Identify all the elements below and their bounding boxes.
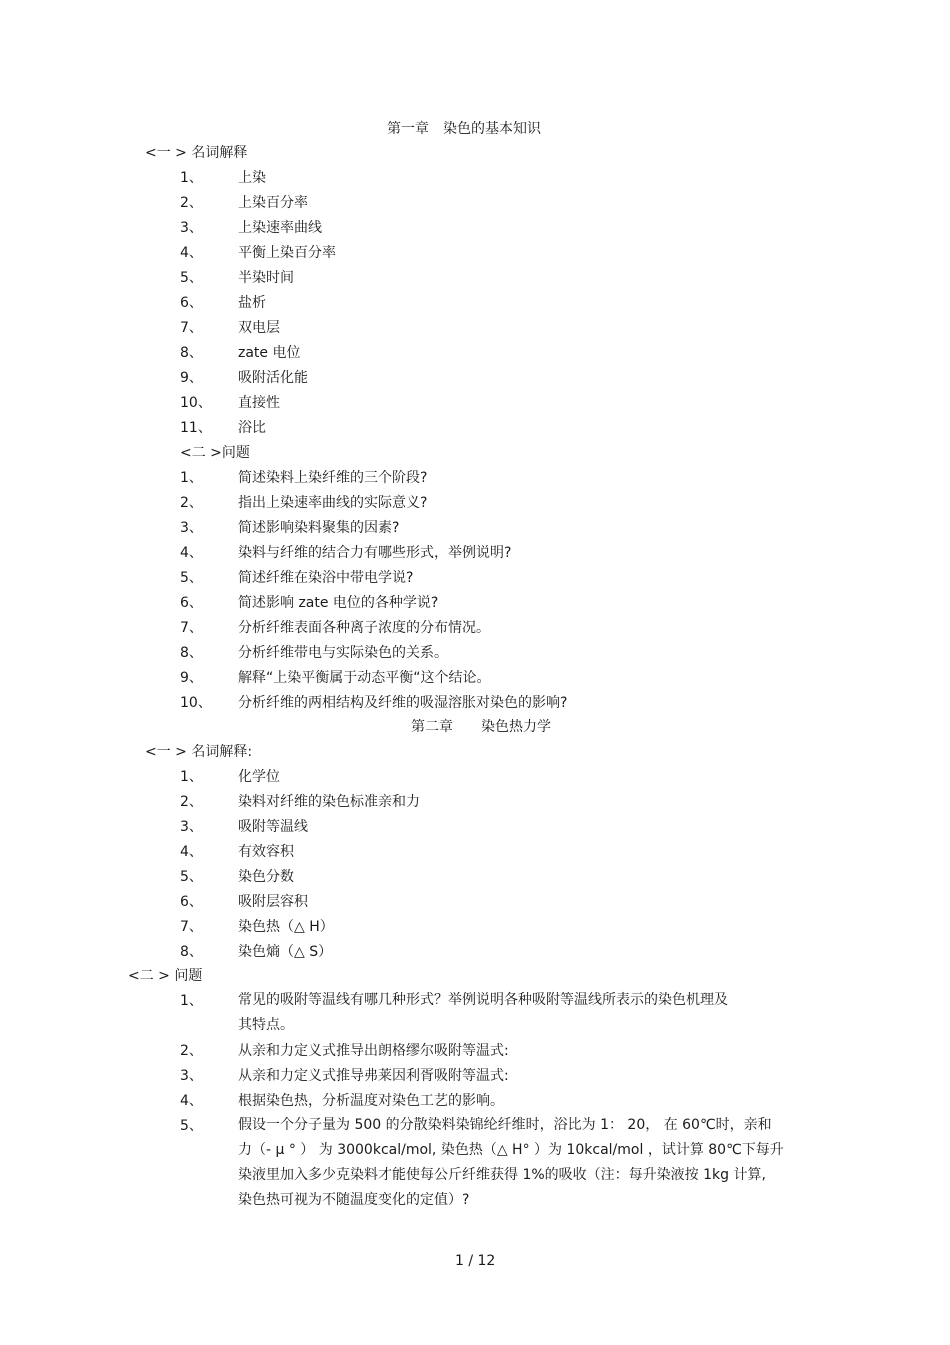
section-heading-terms: <一 > 名词解释 bbox=[145, 145, 248, 161]
term-item: 染料对纤维的染色标准亲和力 bbox=[238, 794, 420, 810]
item-number: 2、 bbox=[180, 495, 203, 511]
term-item: 上染速率曲线 bbox=[238, 220, 322, 236]
question-line: 其特点。 bbox=[238, 1017, 294, 1033]
question-item: 简述纤维在染浴中带电学说? bbox=[238, 570, 414, 586]
question-item: 分析纤维的两相结构及纤维的吸湿溶胀对染色的影响? bbox=[238, 695, 568, 711]
question-item: 染料与纤维的结合力有哪些形式，举例说明? bbox=[238, 545, 512, 561]
term-item: 吸附等温线 bbox=[238, 819, 308, 835]
question-item: 指出上染速率曲线的实际意义? bbox=[238, 495, 428, 511]
term-item: 半染时间 bbox=[238, 270, 294, 286]
question-item: 分析纤维带电与实际染色的关系。 bbox=[238, 645, 448, 661]
item-number: 5、 bbox=[180, 869, 203, 885]
item-number: 5、 bbox=[180, 1118, 203, 1134]
item-number: 9、 bbox=[180, 670, 203, 686]
term-item: 直接性 bbox=[238, 395, 280, 411]
item-number: 1、 bbox=[180, 769, 203, 785]
chapter-1-title: 第一章 染色的基本知识 bbox=[387, 121, 541, 137]
question-line: 力（- μ ° ） 为 3000kcal/mol, 染色热（△ H° ）为 10kcal/mol ，试计算 80℃下每升 bbox=[238, 1142, 784, 1158]
item-number: 6、 bbox=[180, 295, 203, 311]
question-item: 简述影响 zate 电位的各种学说? bbox=[238, 595, 439, 611]
question-item: 根据染色热，分析温度对染色工艺的影响。 bbox=[238, 1093, 504, 1109]
term-item: 浴比 bbox=[238, 420, 266, 436]
question-item: 简述染料上染纤维的三个阶段? bbox=[238, 470, 428, 486]
page-number: 1 / 12 bbox=[455, 1253, 496, 1269]
item-number: 4、 bbox=[180, 1093, 203, 1109]
question-item: 简述影响染料聚集的因素? bbox=[238, 520, 400, 536]
section-heading-questions: <二 > 问题 bbox=[128, 968, 203, 984]
question-item: 分析纤维表面各种离子浓度的分布情况。 bbox=[238, 620, 490, 636]
item-number: 6、 bbox=[180, 595, 203, 611]
question-line: 假设一个分子量为 500 的分散染料染锦纶纤维时，浴比为 1： 20， 在 60℃时，亲和 bbox=[238, 1117, 772, 1133]
question-line: 染液里加入多少克染料才能使每公斤纤维获得 1%的吸收（注：每升染液按 1kg 计算, bbox=[238, 1167, 766, 1183]
item-number: 2、 bbox=[180, 1043, 203, 1059]
item-number: 2、 bbox=[180, 195, 203, 211]
question-item bbox=[238, 988, 832, 1038]
question-item: 解释“上染平衡属于动态平衡“这个结论。 bbox=[238, 670, 491, 686]
question-item bbox=[238, 1113, 832, 1213]
item-number: 4、 bbox=[180, 245, 203, 261]
question-line: 常见的吸附等温线有哪几种形式？举例说明各种吸附等温线所表示的染色机理及 bbox=[238, 992, 728, 1008]
question-item: 从亲和力定义式推导出朗格缪尔吸附等温式: bbox=[238, 1043, 509, 1059]
item-number: 7、 bbox=[180, 620, 203, 636]
term-item: 染色分数 bbox=[238, 869, 294, 885]
item-number: 3、 bbox=[180, 819, 203, 835]
question-item: 从亲和力定义式推导弗莱因利胥吸附等温式: bbox=[238, 1068, 509, 1084]
term-item: 有效容积 bbox=[238, 844, 294, 860]
item-number: 7、 bbox=[180, 320, 203, 336]
item-number: 9、 bbox=[180, 370, 203, 386]
item-number: 5、 bbox=[180, 270, 203, 286]
item-number: 8、 bbox=[180, 944, 203, 960]
term-item: 染色热（△ H） bbox=[238, 919, 334, 935]
item-number: 3、 bbox=[180, 520, 203, 536]
item-number: 4、 bbox=[180, 844, 203, 860]
item-number: 7、 bbox=[180, 919, 203, 935]
term-item: 平衡上染百分率 bbox=[238, 245, 336, 261]
item-number: 6、 bbox=[180, 894, 203, 910]
term-item: 化学位 bbox=[238, 769, 280, 785]
item-number: 3、 bbox=[180, 1068, 203, 1084]
term-item: 吸附活化能 bbox=[238, 370, 308, 386]
section-heading-terms: <一 > 名词解释: bbox=[145, 744, 253, 760]
item-number: 10、 bbox=[180, 395, 212, 411]
item-number: 4、 bbox=[180, 545, 203, 561]
term-item: 双电层 bbox=[238, 320, 280, 336]
item-number: 8、 bbox=[180, 645, 203, 661]
item-number: 3、 bbox=[180, 220, 203, 236]
item-number: 1、 bbox=[180, 993, 203, 1009]
term-item: zate 电位 bbox=[238, 345, 301, 361]
term-item: 上染 bbox=[238, 170, 266, 186]
item-number: 1、 bbox=[180, 170, 203, 186]
term-item: 吸附层容积 bbox=[238, 894, 308, 910]
item-number: 10、 bbox=[180, 695, 212, 711]
item-number: 8、 bbox=[180, 345, 203, 361]
chapter-2-title: 第二章 染色热力学 bbox=[411, 719, 551, 735]
item-number: 5、 bbox=[180, 570, 203, 586]
term-item: 上染百分率 bbox=[238, 195, 308, 211]
item-number: 11、 bbox=[180, 420, 212, 436]
item-number: 2、 bbox=[180, 794, 203, 810]
question-line: 染色热可视为不随温度变化的定值）? bbox=[238, 1192, 470, 1208]
section-heading-questions: <二 >问题 bbox=[180, 445, 250, 461]
item-number: 1、 bbox=[180, 470, 203, 486]
term-item: 盐析 bbox=[238, 295, 266, 311]
term-item: 染色熵（△ S） bbox=[238, 944, 333, 960]
